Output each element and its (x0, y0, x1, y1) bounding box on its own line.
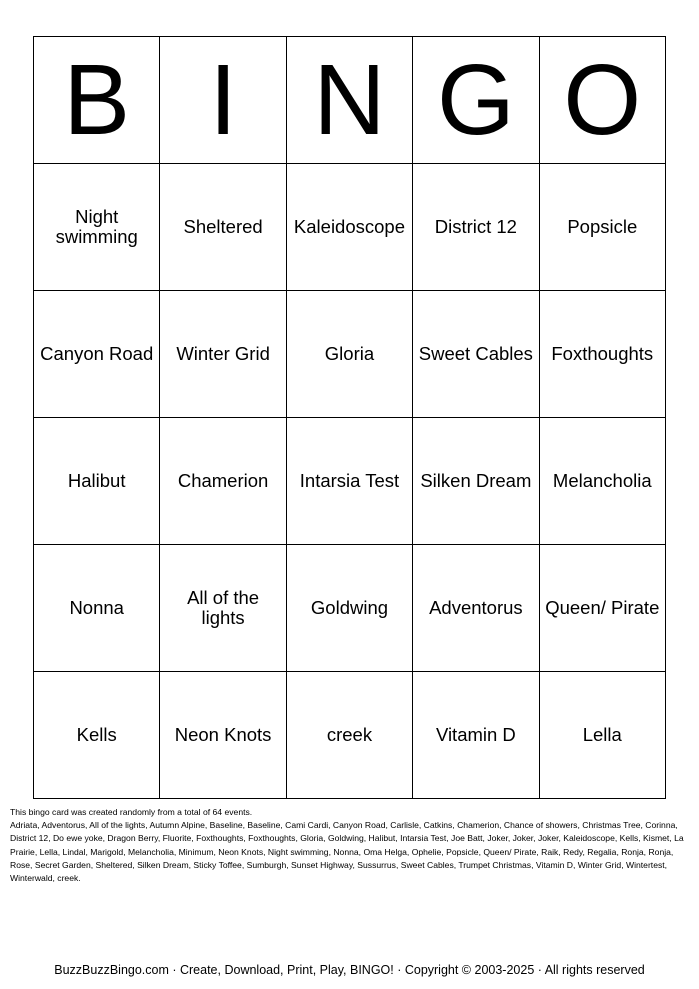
page-footer: BuzzBuzzBingo.com · Create, Download, Print, Play, BINGO! · Copyright © 2003-2025 · All rights reserved (54, 963, 645, 977)
card-cell: Vitamin D (413, 672, 539, 799)
card-row (34, 291, 666, 418)
note-events: Adriata, Adventorus, All of the lights, Autumn Alpine, Baseline, Baseline, Cami Cardi, Canyon Road, Carlisle, Catkins, Chamerion, Chance of showers, Christmas Tree, Corinna, District 12, Do ewe yoke, Dragon Berry, Fluorite, Foxthoughts, Foxthoughts, Gloria, Goldwing, Halibut, Intarsia Test, Joe Batt, Joker, Joker, Joker, Kaleidoscope, Kells, Kismet, La Prairie, Lella, Lindal, Marigold, Melancholia, Minimum, Neon Knots, Night swimming, Nonna, Oma Helga, Ophelie, Popsicle, Queen/ Pirate, Raik, Redy, Regalia, Ronja, Ronja, Rose, Secret Garden, Sheltered, Silken Dream, Sticky Toffee, Sumburgh, Sunset Highway, Sussurrus, Sweet Cables, Trumpet Christmas, Vitamin D, Winter Grid, Wintertest, Winterwald, creek. (10, 820, 684, 884)
card-row (34, 672, 666, 799)
card-cell: Intarsia Test (286, 418, 412, 545)
event-list-note (10, 806, 685, 885)
bingo-card (33, 36, 666, 799)
header-letter-b: B (34, 37, 160, 164)
card-cell: Sweet Cables (413, 291, 539, 418)
card-cell: Winter Grid (160, 291, 286, 418)
card-cell: Silken Dream (413, 418, 539, 545)
card-row (34, 164, 666, 291)
card-cell: Kells (34, 672, 160, 799)
card-cell: Neon Knots (160, 672, 286, 799)
card-cell: Chamerion (160, 418, 286, 545)
card-cell: Nonna (34, 545, 160, 672)
header-letter-o: O (539, 37, 665, 164)
card-cell: Kaleidoscope (286, 164, 412, 291)
card-cell: Queen/ Pirate (539, 545, 665, 672)
card-cell: Gloria (286, 291, 412, 418)
note-intro: This bingo card was created randomly from a total of 64 events. (10, 807, 253, 817)
header-letter-n: N (286, 37, 412, 164)
card-row (34, 418, 666, 545)
card-row (34, 545, 666, 672)
card-cell: Night swimming (34, 164, 160, 291)
card-cell: Sheltered (160, 164, 286, 291)
card-cell: Canyon Road (34, 291, 160, 418)
header-row (34, 37, 666, 164)
card-cell: Lella (539, 672, 665, 799)
card-cell: District 12 (413, 164, 539, 291)
card-cell: Melancholia (539, 418, 665, 545)
card-cell: Halibut (34, 418, 160, 545)
card-cell: Foxthoughts (539, 291, 665, 418)
header-letter-i: I (160, 37, 286, 164)
card-cell: Goldwing (286, 545, 412, 672)
card-cell: creek (286, 672, 412, 799)
card-cell: All of the lights (160, 545, 286, 672)
card-cell: Adventorus (413, 545, 539, 672)
header-letter-g: G (413, 37, 539, 164)
card-cell: Popsicle (539, 164, 665, 291)
